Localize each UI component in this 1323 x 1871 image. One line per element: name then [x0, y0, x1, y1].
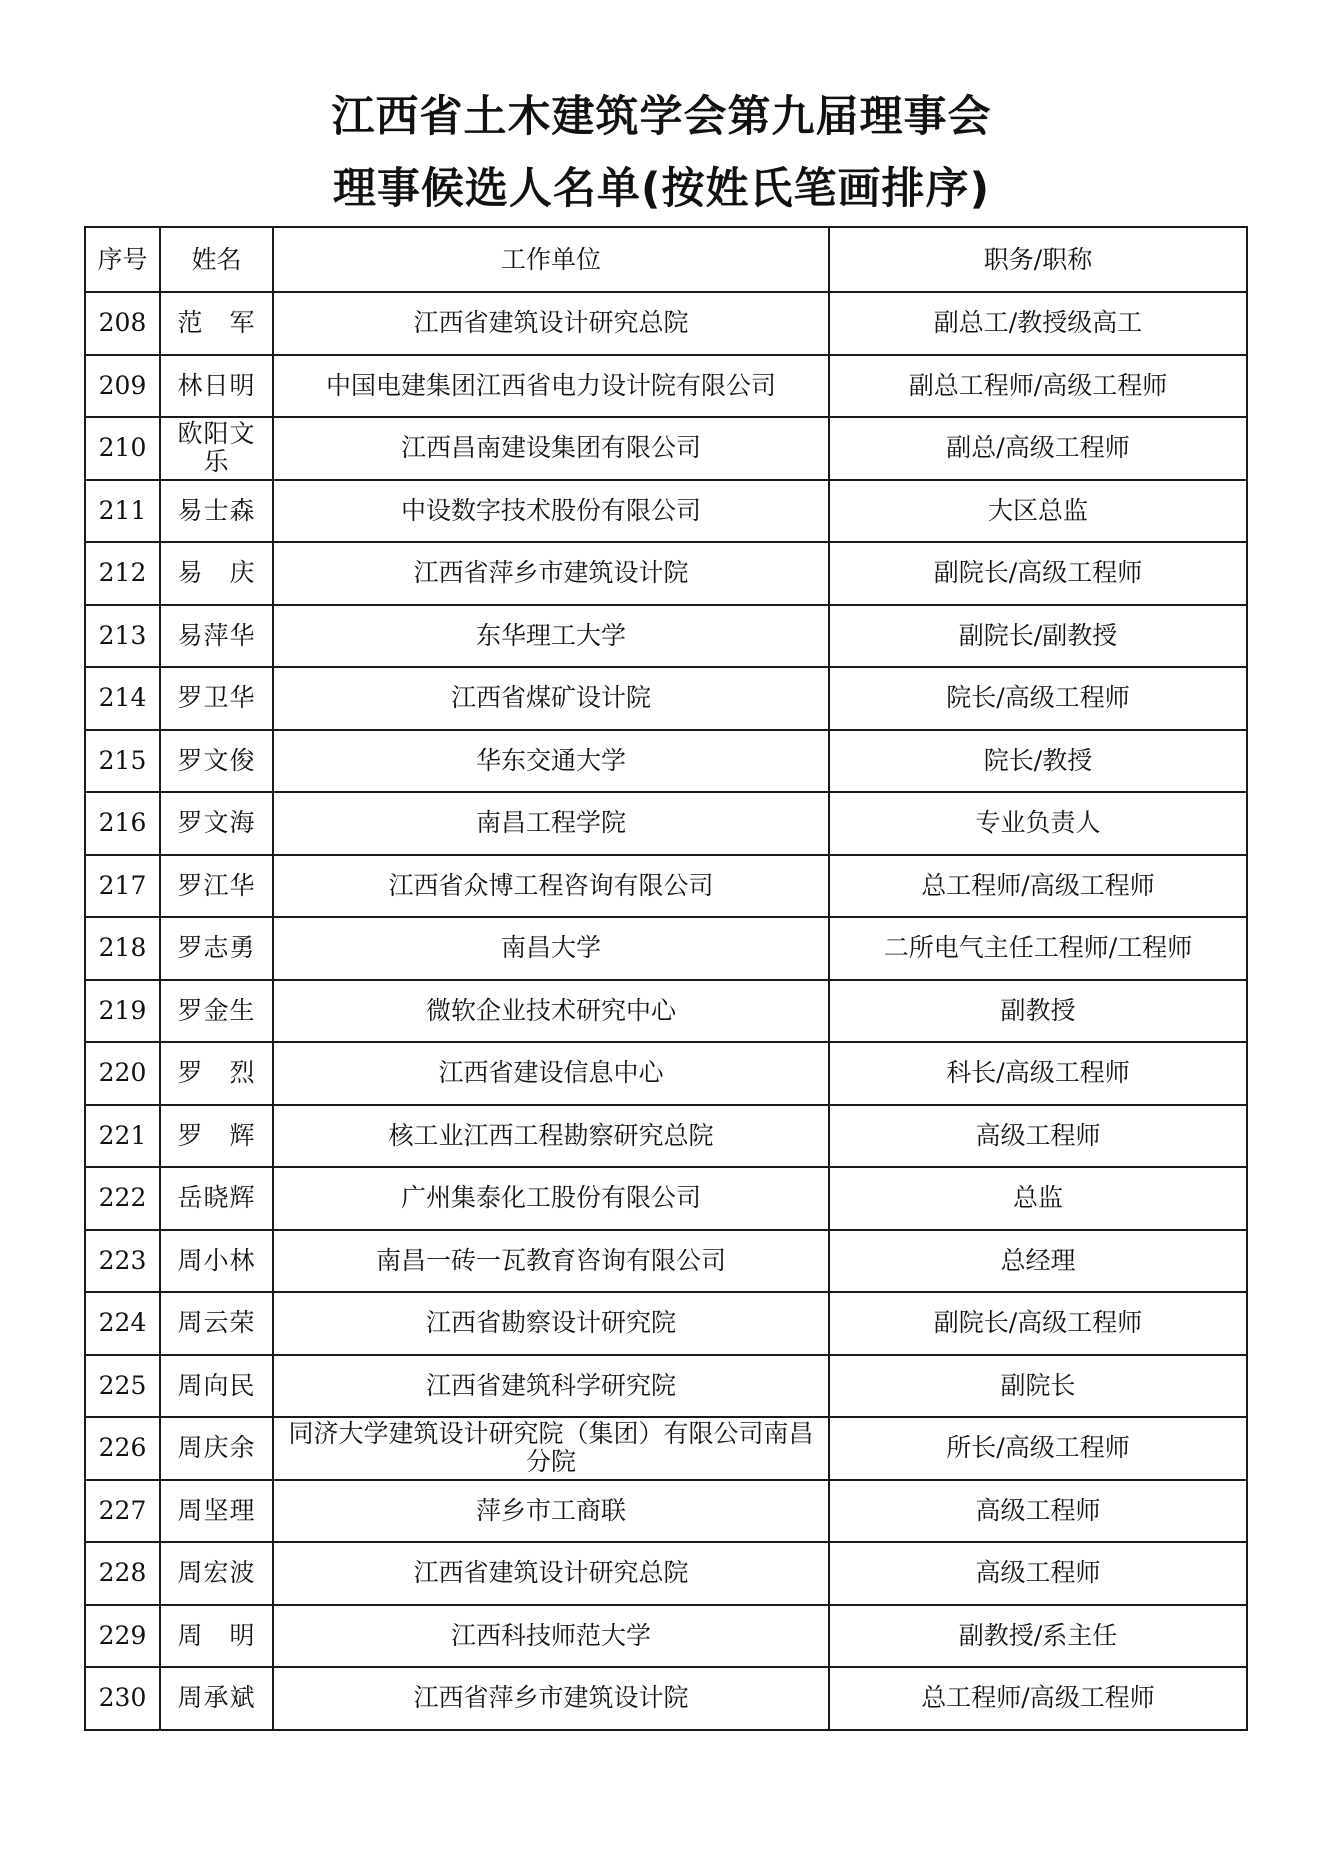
row-name: 周坚理: [160, 1480, 273, 1543]
row-unit: 萍乡市工商联: [273, 1480, 829, 1543]
row-position: 总经理: [829, 1230, 1247, 1293]
row-name: 周承斌: [160, 1667, 273, 1730]
table-row: [85, 1105, 1247, 1168]
row-name: 周小林: [160, 1230, 273, 1293]
row-position: 高级工程师: [829, 1105, 1247, 1168]
row-unit: 江西省建设信息中心: [273, 1042, 829, 1105]
row-no: 213: [85, 605, 160, 668]
row-position: 副总工/教授级高工: [829, 292, 1247, 355]
row-position: 专业负责人: [829, 792, 1247, 855]
row-position: 院长/高级工程师: [829, 667, 1247, 730]
row-no: 216: [85, 792, 160, 855]
table-row: [85, 1417, 1247, 1480]
table-row: [85, 1667, 1247, 1730]
row-position: 高级工程师: [829, 1542, 1247, 1605]
header-name: 姓名: [160, 227, 273, 292]
row-name: 易萍华: [160, 605, 273, 668]
table-row: [85, 292, 1247, 355]
table-header-row: [85, 227, 1247, 292]
row-position: 副院长/副教授: [829, 605, 1247, 668]
row-no: 230: [85, 1667, 160, 1730]
row-unit: 江西省萍乡市建筑设计院: [273, 542, 829, 605]
row-unit: 江西科技师范大学: [273, 1605, 829, 1668]
row-name: 周庆余: [160, 1417, 273, 1480]
row-name: 罗金生: [160, 980, 273, 1043]
row-unit: 中设数字技术股份有限公司: [273, 480, 829, 543]
row-name: 周云荣: [160, 1292, 273, 1355]
row-position: 总工程师/高级工程师: [829, 1667, 1247, 1730]
row-no: 218: [85, 917, 160, 980]
row-unit: 南昌工程学院: [273, 792, 829, 855]
row-position: 副教授: [829, 980, 1247, 1043]
table-row: [85, 855, 1247, 918]
table-row: [85, 1167, 1247, 1230]
row-no: 225: [85, 1355, 160, 1418]
row-unit: 江西省煤矿设计院: [273, 667, 829, 730]
row-name: 周向民: [160, 1355, 273, 1418]
row-name: 罗江华: [160, 855, 273, 918]
row-unit: 南昌一砖一瓦教育咨询有限公司: [273, 1230, 829, 1293]
row-no: 211: [85, 480, 160, 543]
row-no: 215: [85, 730, 160, 793]
table-row: [85, 980, 1247, 1043]
row-position: 所长/高级工程师: [829, 1417, 1247, 1480]
table-row: [85, 1230, 1247, 1293]
row-position: 院长/教授: [829, 730, 1247, 793]
row-position: 副院长: [829, 1355, 1247, 1418]
row-position: 二所电气主任工程师/工程师: [829, 917, 1247, 980]
row-no: 217: [85, 855, 160, 918]
candidate-table: [84, 226, 1248, 1731]
row-name: 周 明: [160, 1605, 273, 1668]
row-no: 229: [85, 1605, 160, 1668]
table-row: [85, 480, 1247, 543]
row-name: 罗 烈: [160, 1042, 273, 1105]
row-name: 罗卫华: [160, 667, 273, 730]
row-position: 总监: [829, 1167, 1247, 1230]
row-name: 周宏波: [160, 1542, 273, 1605]
row-unit: 江西省建筑设计研究总院: [273, 292, 829, 355]
table-row: [85, 730, 1247, 793]
row-name: 罗 辉: [160, 1105, 273, 1168]
row-no: 214: [85, 667, 160, 730]
table-row: [85, 417, 1247, 480]
row-no: 223: [85, 1230, 160, 1293]
document-title-line-1: 江西省土木建筑学会第九届理事会: [331, 92, 992, 142]
table-row: [85, 355, 1247, 418]
row-name: 欧阳文乐: [160, 417, 273, 480]
row-position: 副院长/高级工程师: [829, 1292, 1247, 1355]
table-row: [85, 1292, 1247, 1355]
row-position: 高级工程师: [829, 1480, 1247, 1543]
row-name: 岳晓辉: [160, 1167, 273, 1230]
row-no: 210: [85, 417, 160, 480]
row-name: 罗志勇: [160, 917, 273, 980]
table-row: [85, 1605, 1247, 1668]
table-row: [85, 1480, 1247, 1543]
table-row: [85, 542, 1247, 605]
row-no: 220: [85, 1042, 160, 1105]
row-no: 222: [85, 1167, 160, 1230]
row-unit: 江西昌南建设集团有限公司: [273, 417, 829, 480]
table-row: [85, 1542, 1247, 1605]
row-unit: 江西省建筑设计研究总院: [273, 1542, 829, 1605]
row-position: 总工程师/高级工程师: [829, 855, 1247, 918]
row-unit: 江西省勘察设计研究院: [273, 1292, 829, 1355]
row-unit: 江西省建筑科学研究院: [273, 1355, 829, 1418]
row-unit: 南昌大学: [273, 917, 829, 980]
row-unit: 江西省众博工程咨询有限公司: [273, 855, 829, 918]
table-row: [85, 605, 1247, 668]
row-no: 228: [85, 1542, 160, 1605]
row-no: 209: [85, 355, 160, 418]
row-unit: 东华理工大学: [273, 605, 829, 668]
header-unit: 工作单位: [273, 227, 829, 292]
row-no: 221: [85, 1105, 160, 1168]
row-position: 副总工程师/高级工程师: [829, 355, 1247, 418]
document-title-line-2: 理事候选人名单(按姓氏笔画排序): [332, 164, 991, 214]
row-unit: 核工业江西工程勘察研究总院: [273, 1105, 829, 1168]
row-position: 副总/高级工程师: [829, 417, 1247, 480]
table-row: [85, 667, 1247, 730]
row-position: 副院长/高级工程师: [829, 542, 1247, 605]
table-row: [85, 917, 1247, 980]
row-unit: 华东交通大学: [273, 730, 829, 793]
row-position: 副教授/系主任: [829, 1605, 1247, 1668]
row-unit: 江西省萍乡市建筑设计院: [273, 1667, 829, 1730]
row-position: 科长/高级工程师: [829, 1042, 1247, 1105]
table-row: [85, 1355, 1247, 1418]
row-name: 范 军: [160, 292, 273, 355]
row-unit: 微软企业技术研究中心: [273, 980, 829, 1043]
row-no: 226: [85, 1417, 160, 1480]
row-position: 大区总监: [829, 480, 1247, 543]
header-no: 序号: [85, 227, 160, 292]
row-unit: 同济大学建筑设计研究院（集团）有限公司南昌分院: [273, 1417, 829, 1480]
row-no: 208: [85, 292, 160, 355]
row-no: 227: [85, 1480, 160, 1543]
row-name: 易士森: [160, 480, 273, 543]
row-name: 罗文海: [160, 792, 273, 855]
row-name: 易 庆: [160, 542, 273, 605]
row-no: 219: [85, 980, 160, 1043]
table-row: [85, 1042, 1247, 1105]
row-name: 林日明: [160, 355, 273, 418]
row-no: 212: [85, 542, 160, 605]
header-position: 职务/职称: [829, 227, 1247, 292]
row-no: 224: [85, 1292, 160, 1355]
table-row: [85, 792, 1247, 855]
row-unit: 中国电建集团江西省电力设计院有限公司: [273, 355, 829, 418]
row-unit: 广州集泰化工股份有限公司: [273, 1167, 829, 1230]
row-name: 罗文俊: [160, 730, 273, 793]
